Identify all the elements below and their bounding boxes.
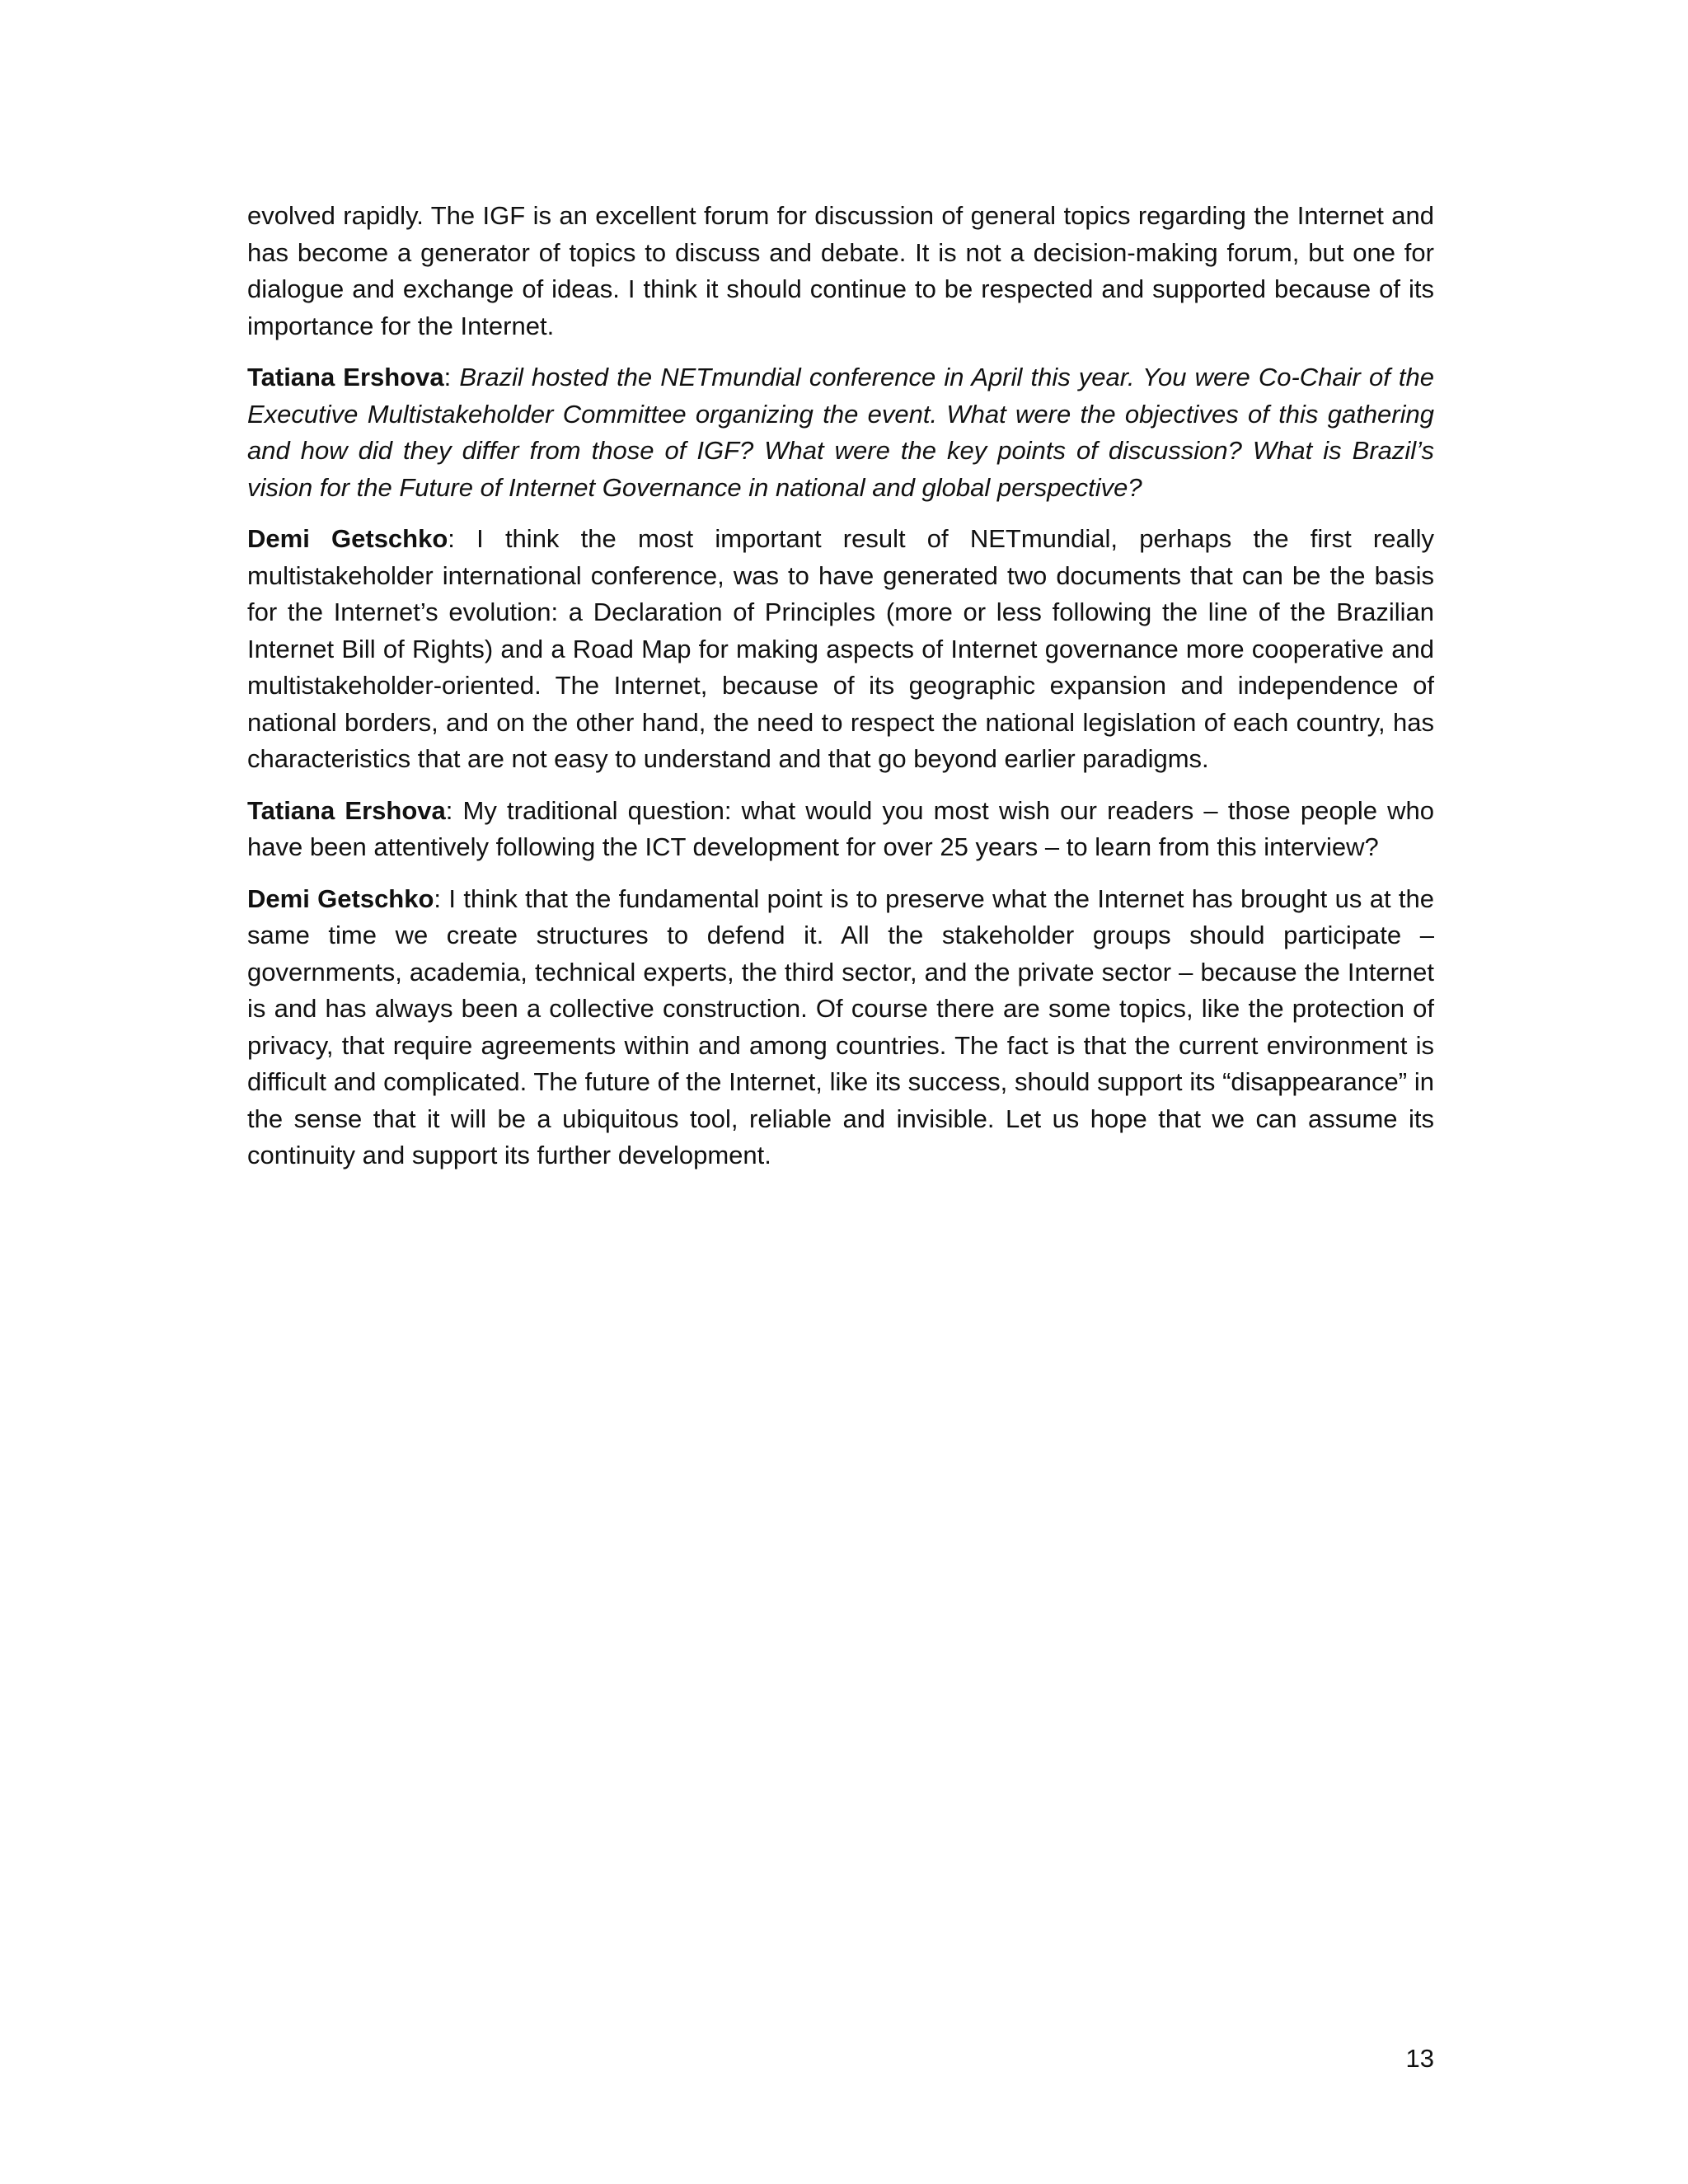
paragraph-text: evolved rapidly. The IGF is an excellent forum for discussion of general topics regarding the Internet and has become a generator of topics to discuss and debate. It is not a decision-making forum, but one for dialogue and exchange of ideas. I think it should continue to be respected and supported because of its importance for the Internet.	[247, 201, 1434, 340]
speaker-separator: :	[448, 524, 477, 553]
question-text: My traditional question: what would you most wish our readers – those people who have been attentively following the ICT development for over 25 years – to learn from this interview?	[247, 795, 1434, 861]
question-netmundial	[247, 359, 1434, 506]
answer-netmundial	[247, 521, 1434, 778]
speaker-name: Tatiana Ershova	[247, 795, 446, 825]
answer-traditional	[247, 881, 1434, 1174]
speaker-name: Demi Getschko	[247, 883, 434, 913]
answer-text: I think that the fundamental point is to preserve what the Internet has brought us at the same time we create structures to defend it. All the stakeholder groups should participate – governments, academia, technical experts, the third sector, and the private sector – because the Internet is and has always been a collective construction. Of course there are some topics, like the protection of privacy, that require agreements within and among countries. The fact is that the current environment is difficult and complicated. The future of the Internet, like its success, should support its “disappearance” in the sense that it will be a ubiquitous tool, reliable and invisible. Let us hope that we can assume its continuity and support its further development.	[247, 883, 1434, 1169]
speaker-name: Tatiana Ershova	[247, 363, 444, 391]
document-body	[247, 198, 1434, 1189]
speaker-name: Demi Getschko	[247, 524, 448, 553]
question-traditional	[247, 793, 1434, 866]
question-text: Brazil hosted the NETmundial conference in April this year. You were Co-Chair of the Executive Multistakeholder Committee organizing the event. What were the objectives of this gathering and how did they differ from those of IGF? What were the key points of discussion? What is Brazil’s vision for the Future of Internet Governance in national and global perspective?	[247, 363, 1434, 502]
speaker-separator: :	[445, 795, 463, 825]
speaker-separator: :	[443, 363, 460, 391]
page-number: 13	[1405, 2044, 1434, 2073]
paragraph-igf-continuation	[247, 198, 1434, 344]
speaker-separator: :	[434, 883, 449, 913]
answer-text: I think the most important result of NETmundial, perhaps the first really multistakeholder international conference, was to have generated two documents that can be the basis for the Internet’s evolution: a Declaration of Principles (more or less following the line of the Brazilian Internet Bill of Rights) and a Road Map for making aspects of Internet governance more cooperative and multistakeholder-oriented. The Internet, because of its geographic expansion and independence of national borders, and on the other hand, the need to respect the national legislation of each country, has characteristics that are not easy to understand and that go beyond earlier paradigms.	[247, 524, 1434, 773]
